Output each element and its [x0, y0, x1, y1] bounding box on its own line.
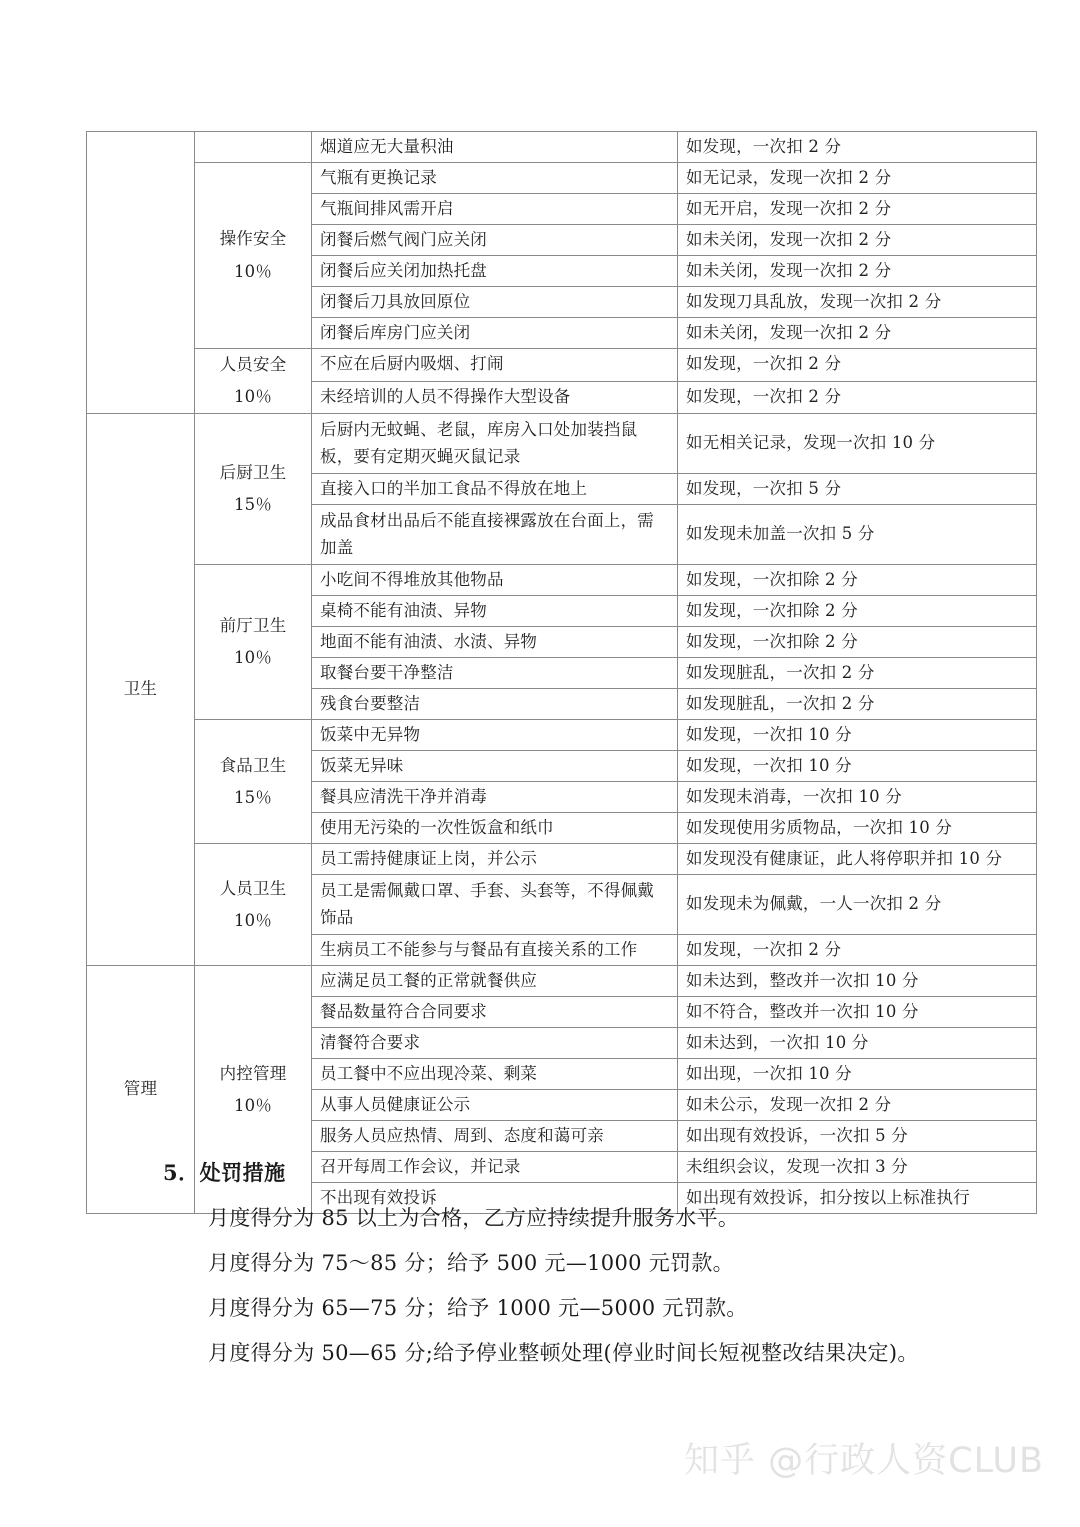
- inspection-item-cell: 成品食材出品后不能直接裸露放在台面上，需加盖: [312, 505, 678, 565]
- deduction-rule-cell: 如不符合，整改并一次扣 10 分: [678, 997, 1037, 1028]
- penalty-line: 月度得分为 85 以上为合格，乙方应持续提升服务水平。: [208, 1205, 740, 1230]
- deduction-rule-cell: 如未关闭，发现一次扣 2 分: [678, 225, 1037, 256]
- inspection-item-cell: 气瓶间排风需开启: [312, 194, 678, 225]
- deduction-rule-cell: 如发现刀具乱放，发现一次扣 2 分: [678, 287, 1037, 318]
- deduction-rule-cell: 如未关闭，发现一次扣 2 分: [678, 318, 1037, 349]
- deduction-rule-cell: 如出现有效投诉，扣分按以上标准执行: [678, 1183, 1037, 1214]
- inspection-item-cell: 清餐符合要求: [312, 1028, 678, 1059]
- inspection-item-cell: 使用无污染的一次性饭盒和纸巾: [312, 813, 678, 844]
- deduction-rule-cell: 如发现，一次扣 2 分: [678, 381, 1037, 414]
- deduction-rule-cell: 如发现，一次扣 2 分: [678, 132, 1037, 163]
- deduction-rule-cell: 如发现没有健康证，此人将停职并扣 10 分: [678, 844, 1037, 875]
- inspection-item-cell: 取餐台要干净整洁: [312, 658, 678, 689]
- evaluation-criteria-table: [86, 131, 1037, 1214]
- inspection-item-cell: 服务人员应热情、周到、态度和蔼可亲: [312, 1121, 678, 1152]
- inspection-item-cell: 小吃间不得堆放其他物品: [312, 565, 678, 596]
- subcategory-cell: [195, 844, 312, 966]
- penalty-line: 月度得分为 50—65 分;给予停业整顿处理(停业时间长短视整改结果决定)。: [208, 1340, 919, 1365]
- deduction-rule-cell: 如无相关记录，发现一次扣 10 分: [678, 414, 1037, 474]
- inspection-item-cell: 未经培训的人员不得操作大型设备: [312, 381, 678, 414]
- inspection-item-cell: 应满足员工餐的正常就餐供应: [312, 966, 678, 997]
- subcategory-weight: 10％: [233, 1095, 273, 1115]
- deduction-rule-cell: 如发现，一次扣 10 分: [678, 751, 1037, 782]
- table-body: [87, 132, 1037, 1214]
- penalty-section-heading: 5．处罚措施: [163, 1160, 286, 1185]
- subcategory-cell: [195, 349, 312, 414]
- inspection-item-cell: 生病员工不能参与与餐品有直接关系的工作: [312, 935, 678, 966]
- category-cell: 卫生: [87, 414, 195, 966]
- deduction-rule-cell: 如未公示，发现一次扣 2 分: [678, 1090, 1037, 1121]
- inspection-item-cell: 饭菜无异味: [312, 751, 678, 782]
- inspection-item-cell: 烟道应无大量积油: [312, 132, 678, 163]
- inspection-item-cell: 直接入口的半加工食品不得放在地上: [312, 474, 678, 505]
- deduction-rule-cell: 如发现脏乱，一次扣 2 分: [678, 689, 1037, 720]
- deduction-rule-cell: 如未达到，一次扣 10 分: [678, 1028, 1037, 1059]
- inspection-item-cell: 餐具应清洗干净并消毒: [312, 782, 678, 813]
- inspection-item-cell: 从事人员健康证公示: [312, 1090, 678, 1121]
- deduction-rule-cell: 如发现，一次扣除 2 分: [678, 565, 1037, 596]
- table-row: [87, 720, 1037, 751]
- inspection-item-cell: 气瓶有更换记录: [312, 163, 678, 194]
- deduction-rule-cell: 如发现，一次扣 2 分: [678, 349, 1037, 382]
- deduction-rule-cell: 如发现未为佩戴，一人一次扣 2 分: [678, 875, 1037, 935]
- deduction-rule-cell: 如发现，一次扣 5 分: [678, 474, 1037, 505]
- table-row: [87, 844, 1037, 875]
- table-row: [87, 132, 1037, 163]
- subcategory-name: 人员卫生: [219, 878, 287, 898]
- subcategory-name: 人员安全: [219, 355, 287, 374]
- deduction-rule-cell: 如无开启，发现一次扣 2 分: [678, 194, 1037, 225]
- inspection-item-cell: 召开每周工作会议，并记录: [312, 1152, 678, 1183]
- inspection-item-cell: 不出现有效投诉: [312, 1183, 678, 1214]
- deduction-rule-cell: 如发现使用劣质物品，一次扣 10 分: [678, 813, 1037, 844]
- penalty-measures-section: [0, 1157, 1080, 1376]
- inspection-item-cell: 闭餐后库房门应关闭: [312, 318, 678, 349]
- inspection-item-cell: 员工需持健康证上岗，并公示: [312, 844, 678, 875]
- penalty-lines-list: [0, 1196, 1080, 1377]
- subcategory-weight: 15％: [233, 787, 273, 807]
- inspection-item-cell: 不应在后厨内吸烟、打闹: [312, 349, 678, 382]
- table-row: [87, 966, 1037, 997]
- deduction-rule-cell: 如发现，一次扣 10 分: [678, 720, 1037, 751]
- inspection-item-cell: 闭餐后应关闭加热托盘: [312, 256, 678, 287]
- subcategory-weight: 10％: [233, 648, 273, 668]
- inspection-item-cell: 员工餐中不应出现冷菜、剩菜: [312, 1059, 678, 1090]
- penalty-line: 月度得分为 75～85 分；给予 500 元—1000 元罚款。: [208, 1250, 734, 1275]
- category-cell: 管理: [87, 966, 195, 1214]
- deduction-rule-cell: 如发现，一次扣除 2 分: [678, 627, 1037, 658]
- subcategory-weight: 15％: [233, 495, 273, 515]
- subcategory-name: 前厅卫生: [219, 616, 287, 636]
- inspection-item-cell: 餐品数量符合合同要求: [312, 997, 678, 1028]
- deduction-rule-cell: 如出现，一次扣 10 分: [678, 1059, 1037, 1090]
- deduction-rule-cell: 如发现脏乱，一次扣 2 分: [678, 658, 1037, 689]
- inspection-item-cell: 闭餐后燃气阀门应关闭: [312, 225, 678, 256]
- subcategory-weight: 10％: [233, 910, 273, 930]
- table-row: [87, 163, 1037, 194]
- deduction-rule-cell: 如发现未消毒，一次扣 10 分: [678, 782, 1037, 813]
- subcategory-weight: 10％: [233, 261, 273, 281]
- inspection-item-cell: 残食台要整洁: [312, 689, 678, 720]
- inspection-item-cell: 桌椅不能有油渍、异物: [312, 596, 678, 627]
- inspection-item-cell: 饭菜中无异物: [312, 720, 678, 751]
- table-row: [87, 565, 1037, 596]
- subcategory-cell: [195, 132, 312, 163]
- deduction-rule-cell: 如发现未加盖一次扣 5 分: [678, 505, 1037, 565]
- inspection-item-cell: 地面不能有油渍、水渍、异物: [312, 627, 678, 658]
- deduction-rule-cell: 如未达到，整改并一次扣 10 分: [678, 966, 1037, 997]
- subcategory-cell: [195, 414, 312, 565]
- subcategory-name: 内控管理: [219, 1063, 287, 1083]
- deduction-rule-cell: 如出现有效投诉，一次扣 5 分: [678, 1121, 1037, 1152]
- inspection-item-cell: 员工是需佩戴口罩、手套、头套等，不得佩戴饰品: [312, 875, 678, 935]
- zhihu-watermark: 知乎 @行政人资CLUB: [684, 1441, 1044, 1481]
- deduction-rule-cell: 未组织会议，发现一次扣 3 分: [678, 1152, 1037, 1183]
- subcategory-cell: [195, 565, 312, 720]
- subcategory-cell: [195, 720, 312, 844]
- subcategory-weight: 10％: [233, 387, 273, 407]
- category-cell: [87, 132, 195, 414]
- deduction-rule-cell: 如未关闭，发现一次扣 2 分: [678, 256, 1037, 287]
- subcategory-name: 食品卫生: [219, 755, 287, 775]
- penalty-line: 月度得分为 65—75 分；给予 1000 元—5000 元罚款。: [208, 1295, 748, 1320]
- subcategory-name: 后厨卫生: [219, 463, 287, 483]
- deduction-rule-cell: 如发现，一次扣除 2 分: [678, 596, 1037, 627]
- inspection-item-cell: 后厨内无蚊蝇、老鼠，库房入口处加装挡鼠板，要有定期灭蝇灭鼠记录: [312, 414, 678, 474]
- inspection-item-cell: 闭餐后刀具放回原位: [312, 287, 678, 318]
- table-row: [87, 414, 1037, 474]
- table-row: [87, 349, 1037, 382]
- subcategory-cell: [195, 163, 312, 349]
- deduction-rule-cell: 如发现，一次扣 2 分: [678, 935, 1037, 966]
- subcategory-name: 操作安全: [219, 229, 287, 249]
- deduction-rule-cell: 如无记录，发现一次扣 2 分: [678, 163, 1037, 194]
